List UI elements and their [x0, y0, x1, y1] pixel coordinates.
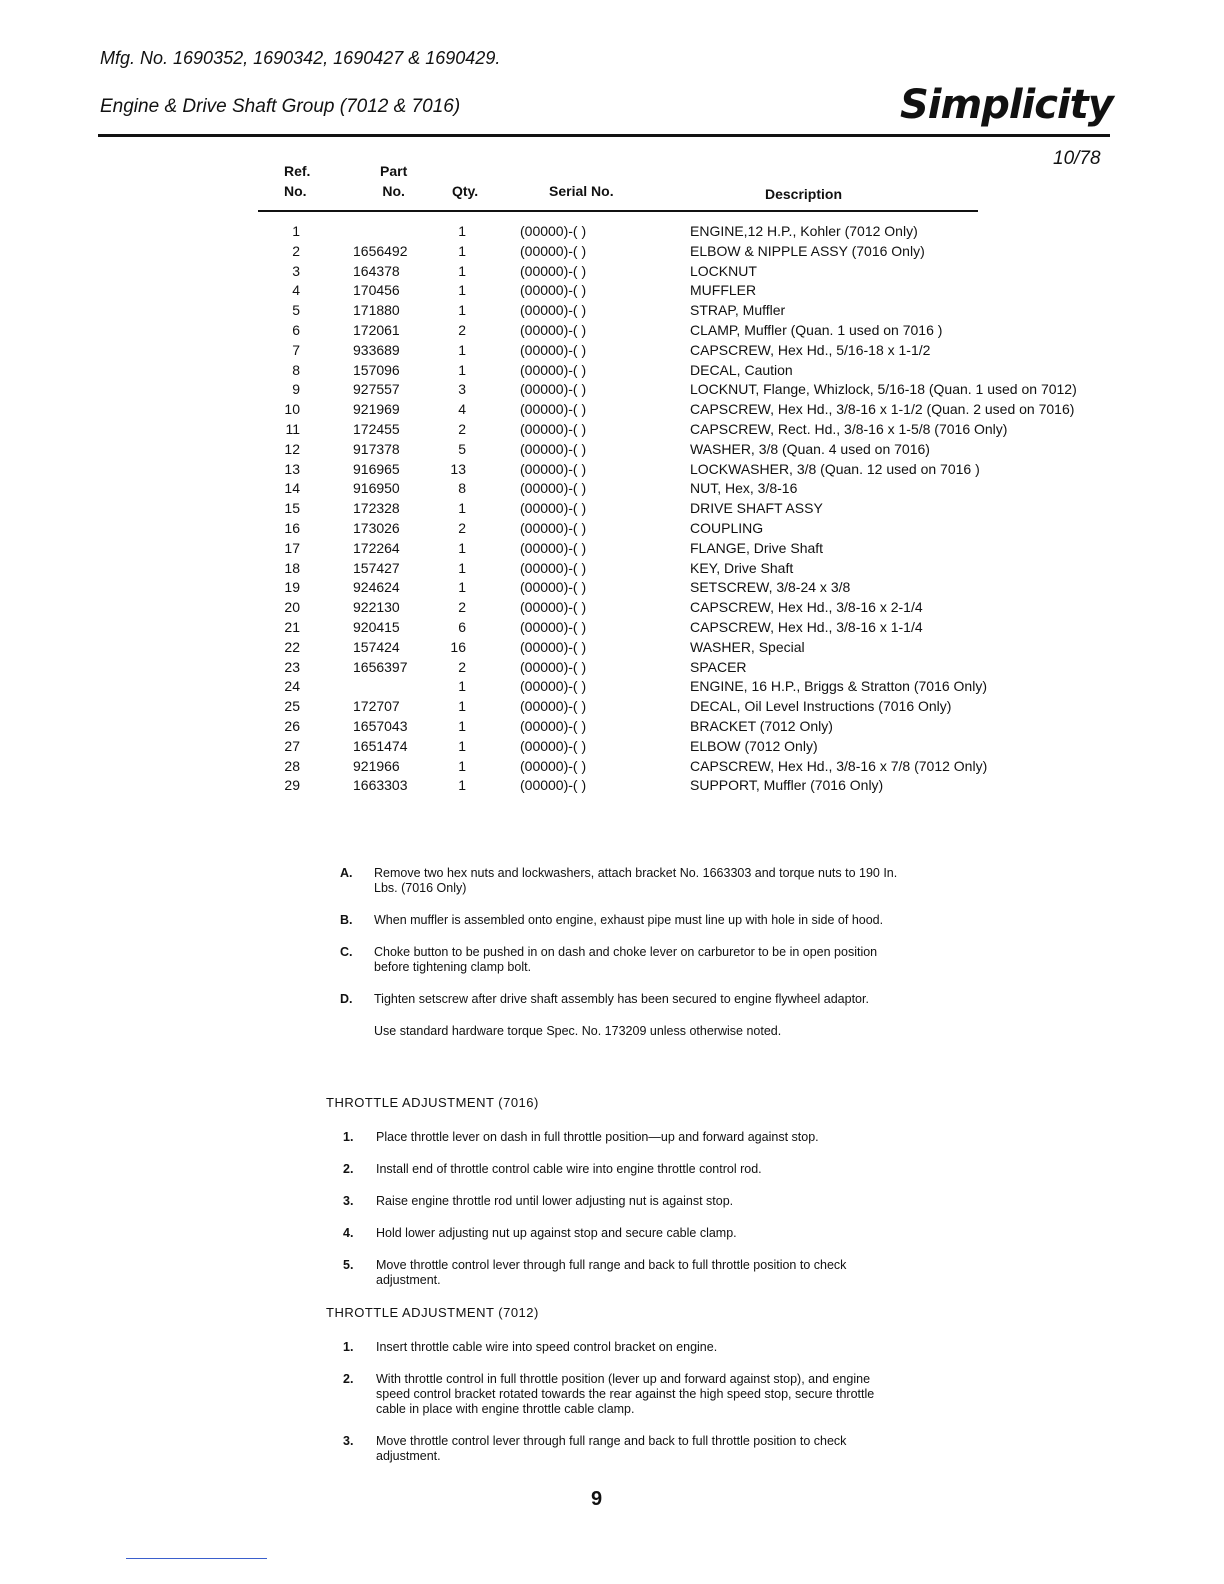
- quantity: 2: [458, 420, 466, 437]
- ref-number: 18: [284, 559, 300, 576]
- serial-number: (00000)-( ): [520, 579, 587, 596]
- revision-date: 10/78: [1053, 148, 1101, 169]
- note-item: [340, 866, 900, 896]
- table-row: [270, 242, 1170, 262]
- part-description: ENGINE,12 H.P., Kohler (7012 Only): [690, 223, 918, 239]
- quantity: 1: [458, 361, 466, 378]
- ref-number: 13: [284, 460, 300, 477]
- part-description: DRIVE SHAFT ASSY: [690, 500, 823, 517]
- part-number: 921969: [353, 401, 400, 418]
- part-description: SPACER: [690, 658, 747, 675]
- quantity: 2: [458, 519, 466, 536]
- table-row: [270, 420, 1170, 440]
- table-row: [270, 519, 1170, 539]
- serial-number: (00000)-( ): [520, 698, 587, 715]
- quantity: 1: [458, 678, 466, 695]
- throttle-7012-steps: [343, 1340, 903, 1481]
- step-number: 3.: [343, 1194, 354, 1208]
- ref-number: 19: [284, 579, 300, 596]
- part-number: 173026: [353, 519, 400, 536]
- ref-number: 4: [292, 282, 300, 299]
- bottom-link-underline: [126, 1558, 267, 1559]
- ref-number: 1: [292, 223, 300, 239]
- table-row: [270, 677, 1170, 697]
- part-description: LOCKWASHER, 3/8 (Quan. 12 used on 7016 ): [690, 460, 980, 477]
- ref-number: 22: [284, 638, 300, 655]
- part-description: CAPSCREW, Hex Hd., 3/8-16 x 1-1/4: [690, 618, 923, 635]
- step-item: [343, 1258, 903, 1288]
- step-number: 3.: [343, 1434, 354, 1448]
- part-description: SETSCREW, 3/8-24 x 3/8: [690, 579, 851, 596]
- serial-number: (00000)-( ): [520, 341, 587, 358]
- serial-number: (00000)-( ): [520, 678, 587, 695]
- part-number: 172455: [353, 420, 400, 437]
- table-row: [270, 598, 1170, 618]
- serial-number: (00000)-( ): [520, 381, 587, 398]
- serial-number: (00000)-( ): [520, 777, 587, 794]
- part-number: 1656397: [353, 658, 408, 675]
- quantity: 8: [458, 480, 466, 497]
- part-description: DECAL, Oil Level Instructions (7016 Only): [690, 698, 952, 715]
- serial-number: (00000)-( ): [520, 480, 587, 497]
- ref-number: 25: [284, 698, 300, 715]
- table-row: [270, 776, 1170, 796]
- serial-number: (00000)-( ): [520, 599, 587, 616]
- part-number: 927557: [353, 381, 400, 398]
- serial-number: (00000)-( ): [520, 242, 587, 259]
- part-number: 1657043: [353, 717, 408, 734]
- table-row: [270, 262, 1170, 282]
- quantity: 6: [458, 618, 466, 635]
- note-text: Tighten setscrew after drive shaft assembly has been secured to engine flywheel adaptor.: [374, 992, 869, 1006]
- note-text: When muffler is assembled onto engine, exhaust pipe must line up with hole in side of hood.: [374, 913, 884, 927]
- step-text: Move throttle control lever through full range and back to full throttle position to check adjustment.: [376, 1258, 847, 1287]
- step-text: Place throttle lever on dash in full throttle position—up and forward against stop.: [376, 1130, 819, 1144]
- quantity: 1: [458, 282, 466, 299]
- ref-number: 12: [284, 440, 300, 457]
- note-text: Remove two hex nuts and lockwashers, attach bracket No. 1663303 and torque nuts to 190 In. Lbs. (7016 Only): [374, 866, 898, 895]
- ref-number: 10: [284, 401, 300, 418]
- part-number: 172061: [353, 321, 400, 338]
- part-number: 157096: [353, 361, 400, 378]
- note-item: [340, 992, 900, 1007]
- quantity: 1: [458, 757, 466, 774]
- quantity: 1: [458, 341, 466, 358]
- part-description: WASHER, 3/8 (Quan. 4 used on 7016): [690, 440, 930, 457]
- step-text: Insert throttle cable wire into speed control bracket on engine.: [376, 1340, 718, 1354]
- ref-number: 26: [284, 717, 300, 734]
- table-row: [270, 578, 1170, 598]
- table-row: [270, 618, 1170, 638]
- table-row: [270, 380, 1170, 400]
- step-item: [343, 1340, 903, 1355]
- ref-number: 23: [284, 658, 300, 675]
- page-number: 9: [591, 1488, 603, 1510]
- table-row: [270, 400, 1170, 420]
- serial-number: (00000)-( ): [520, 460, 587, 477]
- ref-number: 24: [284, 678, 300, 695]
- part-number: 164378: [353, 262, 400, 279]
- part-description: CLAMP, Muffler (Quan. 1 used on 7016 ): [690, 321, 943, 338]
- note-key: A.: [340, 866, 353, 880]
- part-number: 1656492: [353, 242, 408, 259]
- serial-number: (00000)-( ): [520, 262, 587, 279]
- part-number: 916950: [353, 480, 400, 497]
- serial-number: (00000)-( ): [520, 618, 587, 635]
- ref-number: 9: [292, 381, 300, 398]
- step-item: [343, 1130, 903, 1145]
- part-number: 917378: [353, 440, 400, 457]
- col-ref-header: [284, 161, 310, 201]
- ref-number: 6: [292, 321, 300, 338]
- note-text: Choke button to be pushed in on dash and choke lever on carburetor to be in open position before tightening clamp bolt.: [374, 945, 878, 974]
- step-item: [343, 1226, 903, 1241]
- throttle-7016-title: THROTTLE ADJUSTMENT (7016): [326, 1095, 539, 1110]
- col-ref-line1: Ref.: [284, 163, 311, 179]
- part-description: CAPSCREW, Hex Hd., 5/16-18 x 1-1/2: [690, 341, 931, 358]
- table-row: [270, 281, 1170, 301]
- part-description: CAPSCREW, Hex Hd., 3/8-16 x 7/8 (7012 Only): [690, 757, 988, 774]
- part-description: ELBOW & NIPPLE ASSY (7016 Only): [690, 242, 925, 259]
- col-part-header: [380, 161, 407, 201]
- throttle-7012-title: THROTTLE ADJUSTMENT (7012): [326, 1305, 539, 1320]
- part-number: 922130: [353, 599, 400, 616]
- table-row: [270, 341, 1170, 361]
- step-item: [343, 1162, 903, 1177]
- part-number: 1651474: [353, 737, 408, 754]
- ref-number: 20: [284, 599, 300, 616]
- step-text: With throttle control in full throttle position (lever up and forward against stop), and engine speed control bracket rotated towards the rear against the high speed stop, secure throttle cable in place with engine throttle cable clamp.: [376, 1372, 875, 1416]
- ref-number: 7: [292, 341, 300, 358]
- part-description: CAPSCREW, Hex Hd., 3/8-16 x 2-1/4: [690, 599, 923, 616]
- table-header-rule: [258, 210, 978, 212]
- step-item: [343, 1194, 903, 1209]
- quantity: 1: [458, 242, 466, 259]
- ref-number: 21: [284, 618, 300, 635]
- part-number: 916965: [353, 460, 400, 477]
- part-number: 172264: [353, 539, 400, 556]
- brand-logo: Simplicity: [900, 82, 1113, 128]
- group-title: Engine & Drive Shaft Group (7012 & 7016): [100, 96, 461, 117]
- serial-number: (00000)-( ): [520, 658, 587, 675]
- serial-number: (00000)-( ): [520, 420, 587, 437]
- quantity: 3: [458, 381, 466, 398]
- step-text: Hold lower adjusting nut up against stop and secure cable clamp.: [376, 1226, 737, 1240]
- part-description: MUFFLER: [690, 282, 757, 299]
- ref-number: 2: [292, 242, 300, 259]
- serial-number: (00000)-( ): [520, 559, 587, 576]
- ref-number: 29: [284, 777, 300, 794]
- quantity: 5: [458, 440, 466, 457]
- serial-number: (00000)-( ): [520, 321, 587, 338]
- table-row: [270, 301, 1170, 321]
- part-description: COUPLING: [690, 519, 764, 536]
- serial-number: (00000)-( ): [520, 282, 587, 299]
- part-number: 1663303: [353, 777, 408, 794]
- part-description: CAPSCREW, Rect. Hd., 3/8-16 x 1-5/8 (7016 Only): [690, 420, 1008, 437]
- table-row: [270, 717, 1170, 737]
- part-number: 170456: [353, 282, 400, 299]
- standard-torque-note: Use standard hardware torque Spec. No. 173209 unless otherwise noted.: [374, 1024, 782, 1038]
- table-row: [270, 559, 1170, 579]
- part-number: 172707: [353, 698, 400, 715]
- quantity: 13: [450, 460, 466, 477]
- table-row: [270, 499, 1170, 519]
- part-description: ELBOW (7012 Only): [690, 737, 818, 754]
- part-number: 924624: [353, 579, 400, 596]
- mfg-numbers: Mfg. No. 1690352, 1690342, 1690427 & 1690429.: [100, 48, 501, 68]
- col-part-line2: No.: [382, 183, 405, 199]
- table-row: [270, 460, 1170, 480]
- step-number: 2.: [343, 1372, 354, 1386]
- part-number: 920415: [353, 618, 400, 635]
- quantity: 1: [458, 539, 466, 556]
- table-row: [270, 539, 1170, 559]
- serial-number: (00000)-( ): [520, 361, 587, 378]
- ref-number: 17: [284, 539, 300, 556]
- part-number: 172328: [353, 500, 400, 517]
- table-row: [270, 222, 1170, 242]
- ref-number: 15: [284, 500, 300, 517]
- part-number: 921966: [353, 757, 400, 774]
- note-key: C.: [340, 945, 353, 959]
- part-description: ENGINE, 16 H.P., Briggs & Stratton (7016 Only): [690, 678, 987, 695]
- serial-number: (00000)-( ): [520, 302, 587, 319]
- quantity: 16: [450, 638, 466, 655]
- quantity: 1: [458, 559, 466, 576]
- quantity: 4: [458, 401, 466, 418]
- note-item: [340, 913, 900, 928]
- table-row: [270, 737, 1170, 757]
- step-number: 5.: [343, 1258, 354, 1272]
- throttle-7016-steps: [343, 1130, 903, 1305]
- quantity: 1: [458, 777, 466, 794]
- note-key: B.: [340, 913, 353, 927]
- quantity: 2: [458, 599, 466, 616]
- ref-number: 14: [284, 480, 300, 497]
- step-number: 1.: [343, 1340, 354, 1354]
- serial-number: (00000)-( ): [520, 757, 587, 774]
- table-row: [270, 361, 1170, 381]
- col-serial-header: Serial No.: [549, 183, 614, 199]
- table-row: [270, 440, 1170, 460]
- step-number: 2.: [343, 1162, 354, 1176]
- quantity: 1: [458, 223, 466, 239]
- ref-number: 11: [285, 420, 300, 437]
- table-row: [270, 697, 1170, 717]
- part-description: SUPPORT, Muffler (7016 Only): [690, 777, 884, 794]
- ref-number: 8: [292, 361, 300, 378]
- serial-number: (00000)-( ): [520, 500, 587, 517]
- part-description: CAPSCREW, Hex Hd., 3/8-16 x 1-1/2 (Quan. 2 used on 7016): [690, 401, 1075, 418]
- quantity: 1: [458, 698, 466, 715]
- serial-number: (00000)-( ): [520, 539, 587, 556]
- ref-number: 27: [284, 737, 300, 754]
- part-number: 157427: [353, 559, 400, 576]
- ref-number: 28: [284, 757, 300, 774]
- step-text: Raise engine throttle rod until lower adjusting nut is against stop.: [376, 1194, 734, 1208]
- col-qty-header: Qty.: [452, 183, 479, 199]
- serial-number: (00000)-( ): [520, 223, 587, 239]
- table-row: [270, 658, 1170, 678]
- ref-number: 5: [292, 302, 300, 319]
- serial-number: (00000)-( ): [520, 737, 587, 754]
- note-key: D.: [340, 992, 353, 1006]
- part-description: LOCKNUT, Flange, Whizlock, 5/16-18 (Quan. 1 used on 7012): [690, 381, 1077, 398]
- col-description-header: Description: [765, 186, 843, 202]
- step-text: Move throttle control lever through full range and back to full throttle position to check adjustment.: [376, 1434, 847, 1463]
- serial-number: (00000)-( ): [520, 401, 587, 418]
- quantity: 1: [458, 302, 466, 319]
- ref-number: 3: [292, 262, 300, 279]
- part-number: 157424: [353, 638, 400, 655]
- quantity: 1: [458, 500, 466, 517]
- part-description: LOCKNUT: [690, 262, 757, 279]
- quantity: 1: [458, 717, 466, 734]
- table-row: [270, 638, 1170, 658]
- assembly-notes: [340, 866, 900, 1039]
- note-item: [340, 945, 900, 975]
- step-number: 4.: [343, 1226, 354, 1240]
- quantity: 1: [458, 737, 466, 754]
- part-number: 171880: [353, 302, 400, 319]
- table-row: [270, 479, 1170, 499]
- part-description: DECAL, Caution: [690, 361, 793, 378]
- step-text: Install end of throttle control cable wire into engine throttle control rod.: [376, 1162, 762, 1176]
- quantity: 1: [458, 579, 466, 596]
- quantity: 2: [458, 658, 466, 675]
- part-number: 933689: [353, 341, 400, 358]
- step-item: [343, 1372, 903, 1417]
- col-part-line1: Part: [380, 163, 408, 179]
- step-item: [343, 1434, 903, 1464]
- parts-table: [270, 222, 1170, 796]
- table-row: [270, 321, 1170, 341]
- part-description: WASHER, Special: [690, 638, 805, 655]
- serial-number: (00000)-( ): [520, 717, 587, 734]
- part-description: KEY, Drive Shaft: [690, 559, 794, 576]
- quantity: 2: [458, 321, 466, 338]
- serial-number: (00000)-( ): [520, 440, 587, 457]
- quantity: 1: [458, 262, 466, 279]
- col-ref-line2: No.: [284, 183, 307, 199]
- part-description: FLANGE, Drive Shaft: [690, 539, 824, 556]
- ref-number: 16: [284, 519, 300, 536]
- serial-number: (00000)-( ): [520, 519, 587, 536]
- step-number: 1.: [343, 1130, 354, 1144]
- serial-number: (00000)-( ): [520, 638, 587, 655]
- part-description: BRACKET (7012 Only): [690, 717, 833, 734]
- part-description: STRAP, Muffler: [690, 302, 786, 319]
- table-row: [270, 757, 1170, 777]
- part-description: NUT, Hex, 3/8-16: [690, 480, 798, 497]
- header-rule: [98, 134, 1110, 137]
